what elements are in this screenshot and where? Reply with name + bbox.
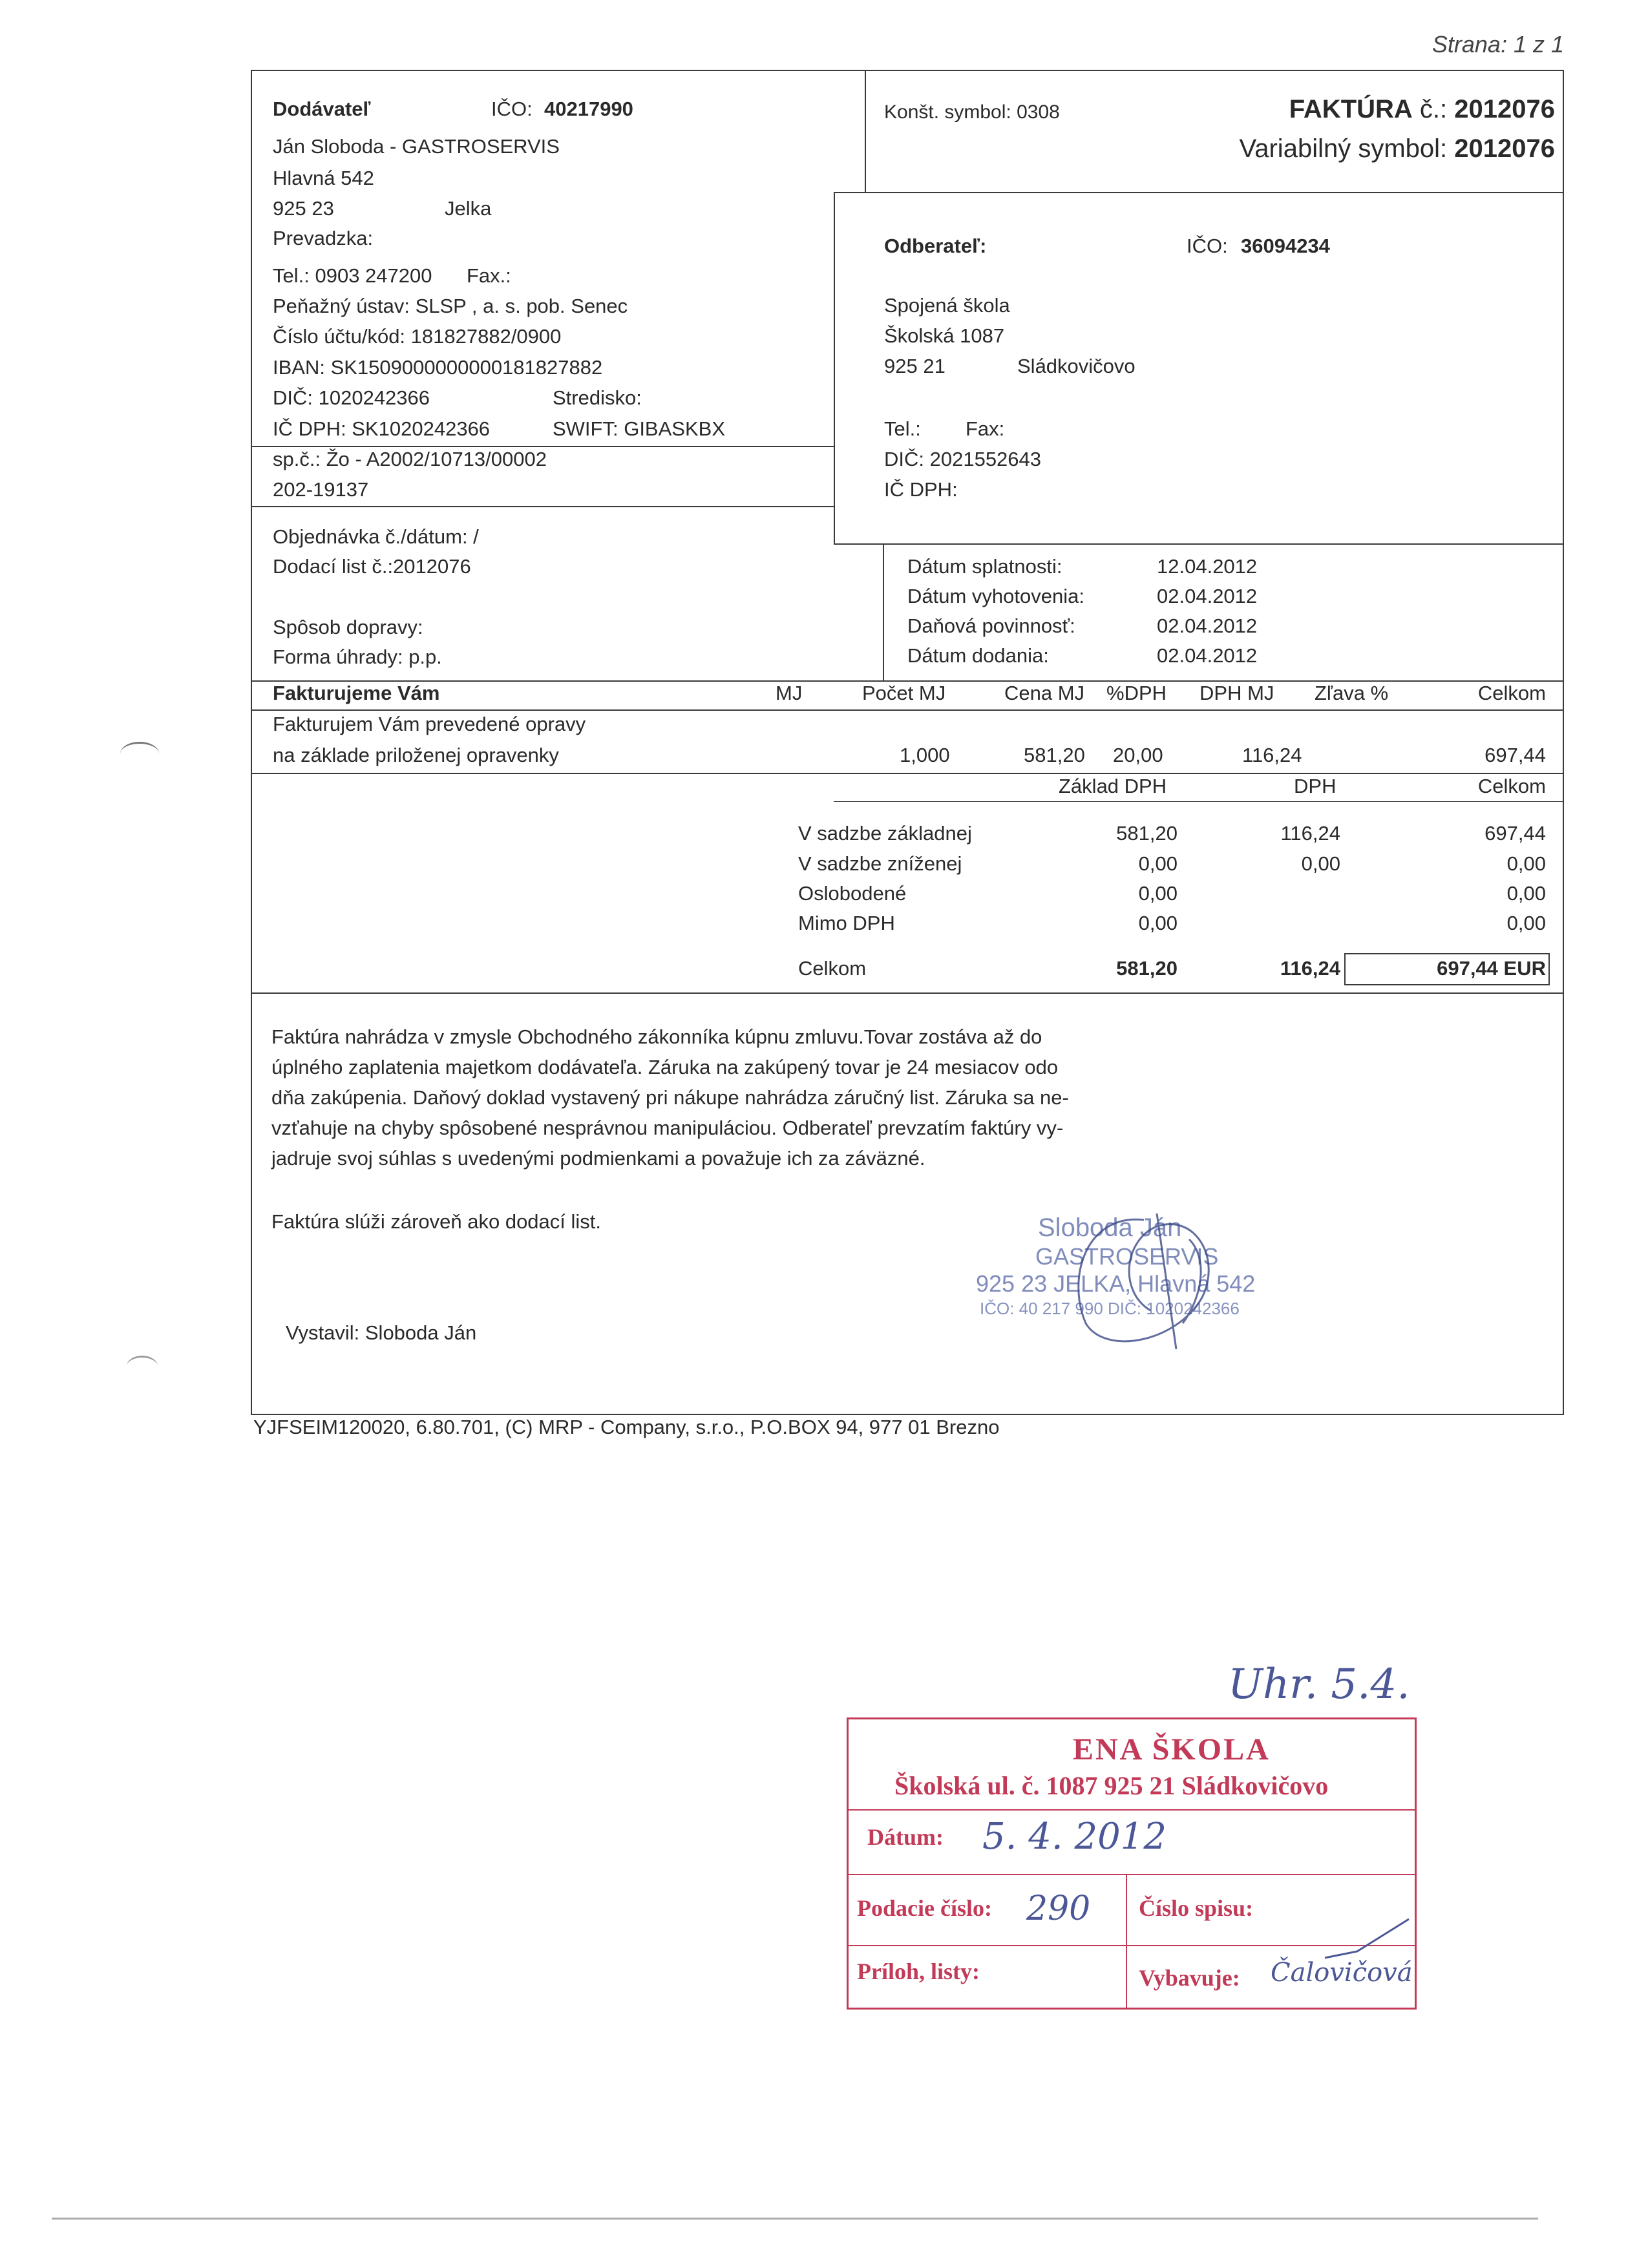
items-header-dph-mj: DPH MJ xyxy=(1199,682,1274,704)
konst-symbol: Konšt. symbol: 0308 xyxy=(884,101,1060,123)
supplier-dic: DIČ: 1020242366 xyxy=(273,386,430,409)
supplier-stamp-line4: IČO: 40 217 990 DIČ: 1020242366 xyxy=(980,1299,1240,1318)
customer-zip: 925 21 xyxy=(884,355,945,377)
order-doprava: Spôsob dopravy: xyxy=(273,616,423,638)
date-value-3: 02.04.2012 xyxy=(1157,644,1258,667)
signature-icon xyxy=(1047,1201,1267,1356)
supplier-prevadzka: Prevadzka: xyxy=(273,227,374,249)
customer-fax: Fax: xyxy=(966,417,1005,440)
footer-text: YJFSEIM120020, 6.80.701, (C) MRP - Company, s.r.o., P.O.BOX 94, 977 01 Brezno xyxy=(253,1416,1000,1438)
invoice-number-label: č.: xyxy=(1419,95,1448,123)
supplier-spc: sp.č.: Žo - A2002/10713/00002 xyxy=(273,448,547,470)
registry-title: ENA ŠKOLA xyxy=(1073,1732,1271,1767)
item-desc-line2: na základe priloženej opravenky xyxy=(273,744,559,766)
registry-datum-value: 5. 4. 2012 xyxy=(982,1816,1167,1858)
terms-line-1: úplného zaplatenia majetkom dodávateľa. Záruka na zakúpený tovar je 24 mesiacov odo xyxy=(271,1056,1059,1078)
summary-label-3: Mimo DPH xyxy=(798,912,895,934)
summary-zaklad-1: 0,00 xyxy=(1138,852,1178,875)
supplier-ico: 40217990 xyxy=(544,98,633,120)
page-number: Strana: 1 z 1 xyxy=(1431,31,1564,58)
supplier-name: Ján Sloboda - GASTROSERVIS xyxy=(273,135,560,158)
supplier-swift: SWIFT: GIBASKBX xyxy=(553,417,725,440)
item-dph-mj: 116,24 xyxy=(1242,744,1302,766)
supplier-reg: 202-19137 xyxy=(273,478,369,501)
items-header-zlava: Zľava % xyxy=(1315,682,1389,704)
vystavil: Vystavil: Sloboda Ján xyxy=(286,1321,477,1344)
order-dodaci: Dodací list č.:2012076 xyxy=(273,555,471,578)
total-label: Celkom xyxy=(798,957,867,980)
terms-line-4: jadruje svoj súhlas s uvedenými podmienkami a považuje ich za záväzné. xyxy=(271,1147,925,1170)
summary-celkom-0: 697,44 xyxy=(1484,822,1546,845)
items-header-celkom: Celkom xyxy=(1477,682,1546,704)
item-cena: 581,20 xyxy=(1024,744,1085,766)
dodaci-note: Faktúra slúži zároveň ako dodací list. xyxy=(271,1210,602,1233)
registry-vybavuje-label: Vybavuje: xyxy=(1139,1965,1240,1991)
scan-edge-line xyxy=(52,2218,1538,2220)
items-header-cena: Cena MJ xyxy=(1004,682,1085,704)
date-value-2: 02.04.2012 xyxy=(1157,614,1258,637)
total-dph: 116,24 xyxy=(1280,957,1340,980)
checkmark-icon xyxy=(1318,1913,1422,1971)
summary-celkom-2: 0,00 xyxy=(1506,882,1546,905)
date-label-3: Dátum dodania: xyxy=(907,644,1049,667)
item-celkom: 697,44 xyxy=(1484,744,1546,766)
supplier-fax: Fax.: xyxy=(467,264,511,287)
customer-ico-label: IČO: xyxy=(1187,235,1228,257)
date-label-1: Dátum vyhotovenia: xyxy=(907,585,1084,607)
registry-spis-label: Číslo spisu: xyxy=(1139,1895,1254,1921)
supplier-tel: Tel.: 0903 247200 xyxy=(273,264,432,287)
summary-zaklad-2: 0,00 xyxy=(1138,882,1178,905)
summary-label-2: Oslobodené xyxy=(798,882,907,905)
items-header-dph-pct: %DPH xyxy=(1106,682,1167,704)
supplier-bank: Peňažný ústav: SLSP , a. s. pob. Senec xyxy=(273,295,628,317)
supplier-iban: IBAN: SK1509000000000181827882 xyxy=(273,356,603,379)
customer-name: Spojená škola xyxy=(884,294,1010,317)
supplier-stamp-line1: Sloboda Ján xyxy=(1038,1213,1182,1242)
terms-line-2: dňa zakúpenia. Daňový doklad vystavený pri nákupe nahrádza záručný list. Záruka sa ne- xyxy=(271,1086,1069,1109)
summary-label-0: V sadzbe základnej xyxy=(798,822,972,845)
registry-datum-label: Dátum: xyxy=(867,1824,944,1850)
order-uhrada: Forma úhrady: p.p. xyxy=(273,646,442,668)
item-dph-pct: 20,00 xyxy=(1113,744,1163,766)
registry-prilohy-label: Príloh, listy: xyxy=(857,1958,980,1984)
date-value-1: 02.04.2012 xyxy=(1157,585,1258,607)
terms-line-3: vzťahuje na chyby spôsobené nesprávnou manipuláciou. Odberateľ prevzatím faktúry vy- xyxy=(271,1117,1064,1139)
customer-icdph: IČ DPH: xyxy=(884,478,958,501)
items-header-pocet: Počet MJ xyxy=(862,682,946,704)
registry-handnote: Uhr. 5.4. xyxy=(1228,1661,1410,1708)
supplier-account: Číslo účtu/kód: 181827882/0900 xyxy=(273,325,562,348)
customer-tel: Tel.: xyxy=(884,417,921,440)
items-header-desc: Fakturujeme Vám xyxy=(273,682,440,704)
variable-symbol-line xyxy=(1240,133,1555,164)
order-objednavka: Objednávka č./dátum: / xyxy=(273,525,479,548)
customer-label: Odberateľ: xyxy=(884,235,987,257)
supplier-ico-label: IČO: xyxy=(491,98,533,120)
terms-line-0: Faktúra nahrádza v zmysle Obchodného zákonníka kúpnu zmluvu.Tovar zostáva až do xyxy=(271,1025,1042,1048)
summary-label-1: V sadzbe zníženej xyxy=(798,852,962,875)
customer-street: Školská 1087 xyxy=(884,324,1005,347)
supplier-stamp-line2: GASTROSERVIS xyxy=(1035,1243,1219,1270)
customer-city: Sládkovičovo xyxy=(1017,355,1136,377)
summary-dph-1: 0,00 xyxy=(1301,852,1340,875)
invoice-title: FAKTÚRA xyxy=(1289,95,1413,123)
item-desc-line1: Fakturujem Vám prevedené opravy xyxy=(273,713,586,735)
registry-podacie-value: 290 xyxy=(1026,1889,1091,1928)
registry-podacie-label: Podacie číslo: xyxy=(857,1895,992,1921)
total-zaklad: 581,20 xyxy=(1116,957,1178,980)
items-header-mj: MJ xyxy=(776,682,803,704)
supplier-label: Dodávateľ xyxy=(273,98,371,120)
registry-vybavuje-value: Čalovičová xyxy=(1271,1958,1413,1988)
summary-celkom-3: 0,00 xyxy=(1506,912,1546,934)
supplier-city: Jelka xyxy=(445,197,492,220)
summary-header-dph: DPH xyxy=(1294,775,1336,797)
summary-header-celkom: Celkom xyxy=(1477,775,1546,797)
supplier-zip: 925 23 xyxy=(273,197,334,220)
summary-zaklad-3: 0,00 xyxy=(1138,912,1178,934)
summary-celkom-1: 0,00 xyxy=(1506,852,1546,875)
date-label-2: Daňová povinnosť: xyxy=(907,614,1075,637)
supplier-street: Hlavná 542 xyxy=(273,167,374,189)
variable-symbol-label: Variabilný symbol: xyxy=(1239,134,1448,163)
invoice-number: 2012076 xyxy=(1454,95,1555,123)
total-celkom: 697,44 EUR xyxy=(1437,957,1546,980)
item-pocet: 1,000 xyxy=(900,744,950,766)
invoice-title-line xyxy=(1289,94,1555,125)
date-value-0: 12.04.2012 xyxy=(1157,555,1258,578)
summary-dph-0: 116,24 xyxy=(1280,822,1340,845)
summary-zaklad-0: 581,20 xyxy=(1116,822,1178,845)
date-label-0: Dátum splatnosti: xyxy=(907,555,1062,578)
registry-address: Školská ul. č. 1087 925 21 Sládkovičovo xyxy=(894,1771,1329,1800)
supplier-icdph: IČ DPH: SK1020242366 xyxy=(273,417,491,440)
customer-dic: DIČ: 2021552643 xyxy=(884,448,1042,470)
variable-symbol: 2012076 xyxy=(1454,134,1555,163)
customer-ico: 36094234 xyxy=(1241,235,1330,257)
punch-hole-mark xyxy=(120,742,159,766)
supplier-stamp-line3: 925 23 JELKA, Hlavná 542 xyxy=(976,1270,1256,1297)
supplier-stredisko: Stredisko: xyxy=(553,386,642,409)
punch-hole-mark xyxy=(127,1356,158,1377)
summary-header-zaklad: Základ DPH xyxy=(1059,775,1167,797)
